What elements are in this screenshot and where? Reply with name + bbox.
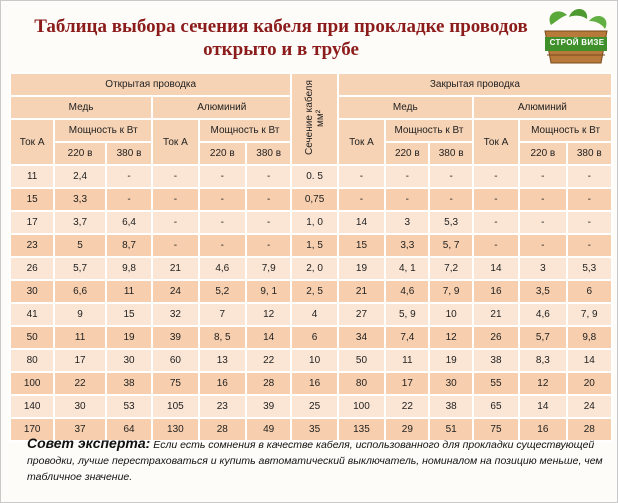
table-cell: 12 bbox=[429, 326, 472, 349]
table-cell: 17 bbox=[54, 349, 106, 372]
table-cell: 80 bbox=[10, 349, 54, 372]
table-cell: 9,8 bbox=[567, 326, 612, 349]
open-copper-power-header: Мощность к Вт bbox=[54, 119, 152, 142]
table-row bbox=[10, 234, 612, 257]
table-cell: - bbox=[152, 234, 198, 257]
table-cell: 75 bbox=[152, 372, 198, 395]
table-cell: 7,9 bbox=[246, 257, 291, 280]
table-cell: 22 bbox=[246, 349, 291, 372]
table-cell: 19 bbox=[429, 349, 472, 372]
table-cell: 17 bbox=[385, 372, 429, 395]
section-header bbox=[291, 73, 337, 165]
table-cell: 25 bbox=[291, 395, 337, 418]
table-cell: 0,75 bbox=[291, 188, 337, 211]
table-cell: 8,7 bbox=[106, 234, 152, 257]
table-cell: 30 bbox=[429, 372, 472, 395]
logo bbox=[539, 5, 613, 69]
table-cell: 11 bbox=[106, 280, 152, 303]
table-cell: - bbox=[199, 211, 246, 234]
table-cell: - bbox=[519, 165, 566, 188]
table-cell: 60 bbox=[152, 349, 198, 372]
table-cell: 7,2 bbox=[429, 257, 472, 280]
table-cell: 64 bbox=[106, 418, 152, 441]
table-cell: 15 bbox=[106, 303, 152, 326]
table-cell: - bbox=[519, 211, 566, 234]
table-row bbox=[10, 211, 612, 234]
table-cell: 30 bbox=[106, 349, 152, 372]
table-cell: - bbox=[152, 188, 198, 211]
open-aluminium-power-header: Мощность к Вт bbox=[199, 119, 292, 142]
table-cell: 2, 0 bbox=[291, 257, 337, 280]
table-row bbox=[10, 165, 612, 188]
logo-text: СТРОЙ ВИЗЕ bbox=[549, 38, 605, 47]
table-cell: 12 bbox=[519, 372, 566, 395]
table-cell: 4 bbox=[291, 303, 337, 326]
table-cell: 39 bbox=[152, 326, 198, 349]
open-aluminium-current-header: Ток А bbox=[152, 119, 198, 165]
table-cell: 30 bbox=[10, 280, 54, 303]
table-cell: - bbox=[385, 165, 429, 188]
closed-aluminium-current-header: Ток А bbox=[473, 119, 519, 165]
table-cell: 5,7 bbox=[519, 326, 566, 349]
open-aluminium-220-header: 220 в bbox=[199, 142, 246, 165]
table-cell: 14 bbox=[338, 211, 385, 234]
table-cell: 23 bbox=[199, 395, 246, 418]
table-cell: 39 bbox=[246, 395, 291, 418]
closed-aluminium-220-header: 220 в bbox=[519, 142, 566, 165]
table-cell: 3,7 bbox=[54, 211, 106, 234]
table-cell: 38 bbox=[106, 372, 152, 395]
table-cell: 16 bbox=[473, 280, 519, 303]
table-cell: 6,6 bbox=[54, 280, 106, 303]
table-cell: 9,8 bbox=[106, 257, 152, 280]
table-cell: 6,4 bbox=[106, 211, 152, 234]
table-cell: - bbox=[246, 188, 291, 211]
closed-copper-220-header: 220 в bbox=[385, 142, 429, 165]
table-cell: 22 bbox=[385, 395, 429, 418]
table-cell: 8,3 bbox=[519, 349, 566, 372]
table-cell: 9 bbox=[54, 303, 106, 326]
table-cell: 10 bbox=[429, 303, 472, 326]
table-cell: - bbox=[106, 188, 152, 211]
table-cell: 5 bbox=[54, 234, 106, 257]
table-cell: 1, 5 bbox=[291, 234, 337, 257]
open-copper-220-header: 220 в bbox=[54, 142, 106, 165]
open-copper-380-header: 380 в bbox=[106, 142, 152, 165]
closed-copper-power-header: Мощность к Вт bbox=[385, 119, 473, 142]
closed-copper-header: Медь bbox=[338, 96, 473, 119]
table-cell: 21 bbox=[338, 280, 385, 303]
table-row bbox=[10, 188, 612, 211]
table-cell: 11 bbox=[54, 326, 106, 349]
table-cell: 5,2 bbox=[199, 280, 246, 303]
table-cell: 3,3 bbox=[54, 188, 106, 211]
table-row bbox=[10, 280, 612, 303]
table-cell: 3,5 bbox=[519, 280, 566, 303]
table-cell: 17 bbox=[10, 211, 54, 234]
table-cell: - bbox=[152, 165, 198, 188]
table-cell: 14 bbox=[567, 349, 612, 372]
table-cell: 28 bbox=[246, 372, 291, 395]
table-cell: - bbox=[567, 234, 612, 257]
table-cell: 19 bbox=[106, 326, 152, 349]
table-cell: - bbox=[338, 188, 385, 211]
table-cell: - bbox=[567, 165, 612, 188]
table-cell: 2, 5 bbox=[291, 280, 337, 303]
page-title: Таблица выбора сечения кабеля при прокладке проводов открыто и в трубе bbox=[34, 16, 528, 60]
table-cell: 4, 1 bbox=[385, 257, 429, 280]
table-cell: - bbox=[199, 234, 246, 257]
table-cell: 24 bbox=[152, 280, 198, 303]
table-cell: 11 bbox=[385, 349, 429, 372]
table-cell: 100 bbox=[10, 372, 54, 395]
table-cell: - bbox=[473, 211, 519, 234]
table-cell: 7, 9 bbox=[429, 280, 472, 303]
table-cell: - bbox=[246, 165, 291, 188]
table-cell: 23 bbox=[10, 234, 54, 257]
table-cell: 4,6 bbox=[199, 257, 246, 280]
table-cell: 8, 5 bbox=[199, 326, 246, 349]
table-body bbox=[10, 165, 612, 441]
table-cell: 13 bbox=[199, 349, 246, 372]
table-cell: 16 bbox=[199, 372, 246, 395]
table-cell: 16 bbox=[291, 372, 337, 395]
table-cell: 3 bbox=[519, 257, 566, 280]
table-row bbox=[10, 257, 612, 280]
table-cell: 130 bbox=[152, 418, 198, 441]
table-cell: 24 bbox=[567, 395, 612, 418]
closed-copper-380-header: 380 в bbox=[429, 142, 472, 165]
table-cell: 7,4 bbox=[385, 326, 429, 349]
table-row bbox=[10, 303, 612, 326]
table-cell: 4,6 bbox=[385, 280, 429, 303]
table-cell: 0. 5 bbox=[291, 165, 337, 188]
table-cell: 21 bbox=[152, 257, 198, 280]
expert-tip-text: Если есть сомнения в качестве кабеля, использованного для прокладки существующей проводки, лучше перестраховаться и купить автоматический выключатель, номиналом на позицию меньше, чем табличное значение. bbox=[27, 439, 603, 483]
table-cell: - bbox=[246, 234, 291, 257]
table-cell: 14 bbox=[473, 257, 519, 280]
table-cell: 50 bbox=[10, 326, 54, 349]
table-cell: 140 bbox=[10, 395, 54, 418]
closed-wiring-header: Закрытая проводка bbox=[338, 73, 612, 96]
table-cell: 3,3 bbox=[385, 234, 429, 257]
expert-tip bbox=[27, 435, 607, 485]
cable-section-table bbox=[9, 72, 613, 442]
table-cell: 41 bbox=[10, 303, 54, 326]
table-cell: 80 bbox=[338, 372, 385, 395]
table-cell: 35 bbox=[291, 418, 337, 441]
table-cell: 15 bbox=[10, 188, 54, 211]
table-cell: - bbox=[519, 188, 566, 211]
table-cell: 3 bbox=[385, 211, 429, 234]
table-cell: 15 bbox=[338, 234, 385, 257]
open-copper-current-header: Ток А bbox=[10, 119, 54, 165]
table-cell: 53 bbox=[106, 395, 152, 418]
table-cell: 10 bbox=[291, 349, 337, 372]
table-cell: 32 bbox=[152, 303, 198, 326]
table-cell: 1, 0 bbox=[291, 211, 337, 234]
table-cell: 65 bbox=[473, 395, 519, 418]
table-cell: 26 bbox=[473, 326, 519, 349]
table-cell: - bbox=[429, 165, 472, 188]
table-row bbox=[10, 395, 612, 418]
expert-tip-label: Совет эксперта: bbox=[27, 435, 151, 451]
table-cell: 4,6 bbox=[519, 303, 566, 326]
table-cell: - bbox=[519, 234, 566, 257]
table-cell: 7, 9 bbox=[567, 303, 612, 326]
table-cell: 9, 1 bbox=[246, 280, 291, 303]
table-cell: 14 bbox=[519, 395, 566, 418]
table-cell: 49 bbox=[246, 418, 291, 441]
table-cell: - bbox=[199, 188, 246, 211]
table-cell: 28 bbox=[199, 418, 246, 441]
table-cell: 28 bbox=[567, 418, 612, 441]
table-cell: 29 bbox=[385, 418, 429, 441]
table-cell: - bbox=[567, 211, 612, 234]
open-copper-header: Медь bbox=[10, 96, 152, 119]
table-cell: 5, 7 bbox=[429, 234, 472, 257]
table-cell: - bbox=[429, 188, 472, 211]
table-cell: - bbox=[567, 188, 612, 211]
closed-aluminium-header: Алюминий bbox=[473, 96, 612, 119]
table-cell: 2,4 bbox=[54, 165, 106, 188]
table-cell: 7 bbox=[199, 303, 246, 326]
table-cell: 16 bbox=[519, 418, 566, 441]
table-cell: - bbox=[473, 188, 519, 211]
open-aluminium-380-header: 380 в bbox=[246, 142, 291, 165]
closed-aluminium-380-header: 380 в bbox=[567, 142, 612, 165]
table-cell: 27 bbox=[338, 303, 385, 326]
closed-aluminium-power-header: Мощность к Вт bbox=[519, 119, 612, 142]
table-cell: - bbox=[385, 188, 429, 211]
table-cell: - bbox=[106, 165, 152, 188]
table-cell: 105 bbox=[152, 395, 198, 418]
table-cell: 37 bbox=[54, 418, 106, 441]
table-cell: 51 bbox=[429, 418, 472, 441]
table-cell: 5,3 bbox=[567, 257, 612, 280]
table-cell: 75 bbox=[473, 418, 519, 441]
table-cell: 38 bbox=[473, 349, 519, 372]
section-header-label: Сечение кабеля мм² bbox=[303, 80, 326, 155]
table-cell: 12 bbox=[246, 303, 291, 326]
table-cell: 19 bbox=[338, 257, 385, 280]
table-cell: - bbox=[152, 211, 198, 234]
table-cell: - bbox=[473, 165, 519, 188]
table-cell: 170 bbox=[10, 418, 54, 441]
table-cell: 14 bbox=[246, 326, 291, 349]
table-cell: 20 bbox=[567, 372, 612, 395]
table-cell: 100 bbox=[338, 395, 385, 418]
open-wiring-header: Открытая проводка bbox=[10, 73, 291, 96]
table-cell: 38 bbox=[429, 395, 472, 418]
table-row bbox=[10, 326, 612, 349]
table-cell: 5,7 bbox=[54, 257, 106, 280]
table-cell: 34 bbox=[338, 326, 385, 349]
table-cell: 22 bbox=[54, 372, 106, 395]
table-cell: 6 bbox=[291, 326, 337, 349]
table-cell: 5,3 bbox=[429, 211, 472, 234]
table-cell: - bbox=[246, 211, 291, 234]
table-cell: 26 bbox=[10, 257, 54, 280]
table-cell: 55 bbox=[473, 372, 519, 395]
table-cell: 21 bbox=[473, 303, 519, 326]
table-cell: 50 bbox=[338, 349, 385, 372]
table-cell: - bbox=[338, 165, 385, 188]
table-cell: - bbox=[473, 234, 519, 257]
table-cell: - bbox=[199, 165, 246, 188]
table-cell: 30 bbox=[54, 395, 106, 418]
open-aluminium-header: Алюминий bbox=[152, 96, 291, 119]
table-cell: 5, 9 bbox=[385, 303, 429, 326]
table-row bbox=[10, 349, 612, 372]
table-cell: 135 bbox=[338, 418, 385, 441]
table-cell: 11 bbox=[10, 165, 54, 188]
closed-copper-current-header: Ток А bbox=[338, 119, 385, 165]
table-row bbox=[10, 372, 612, 395]
table-cell: 6 bbox=[567, 280, 612, 303]
